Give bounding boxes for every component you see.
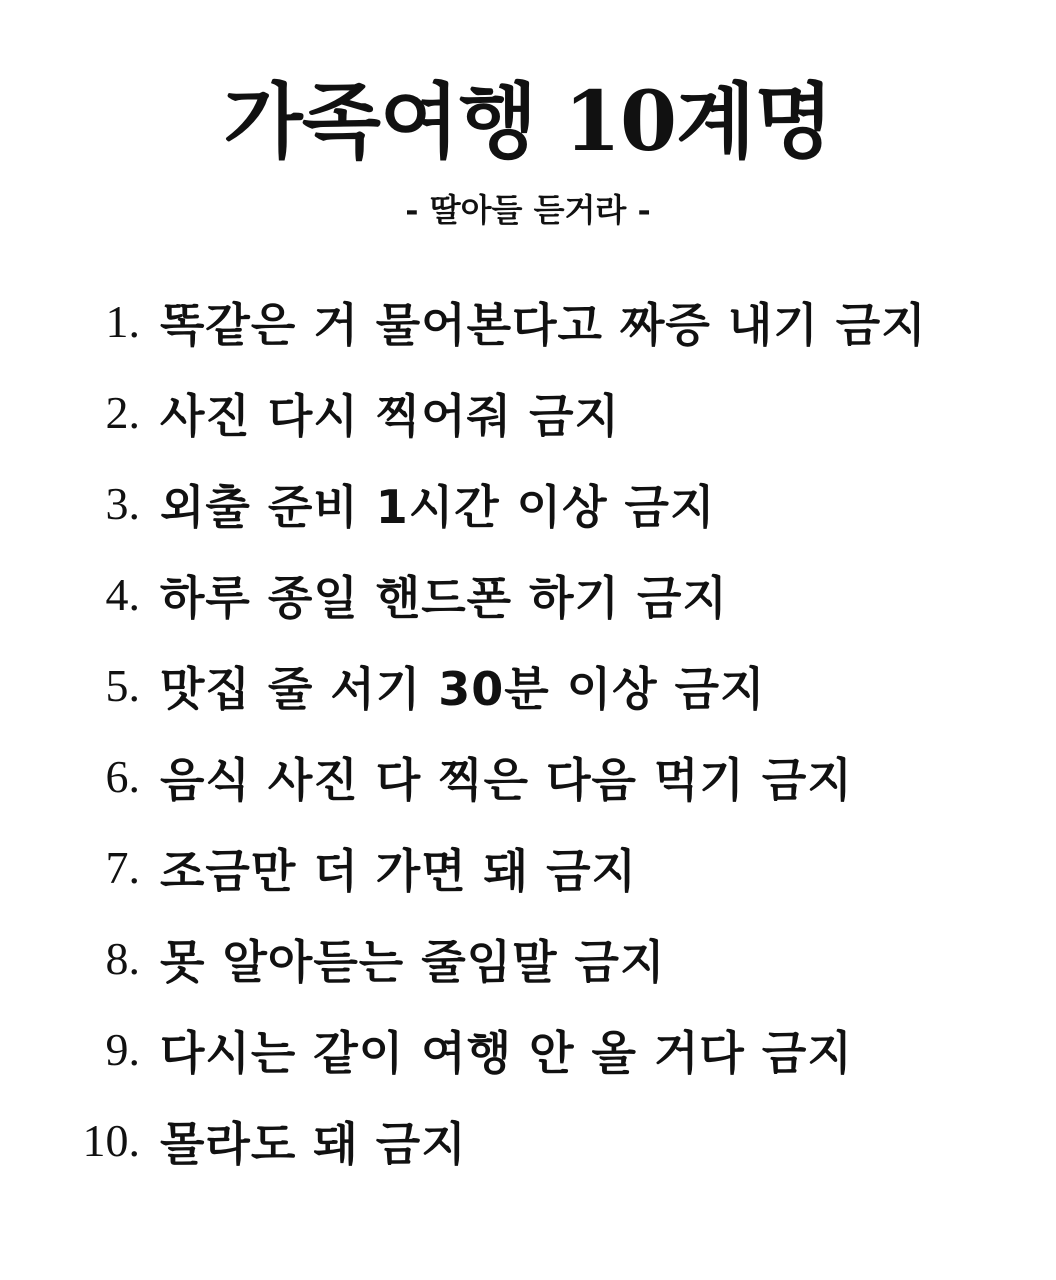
rule-number: 4. [105,569,140,620]
rules-list [0,276,1056,1186]
rule-text: 다시는 같이 여행 안 올 거다 금지 [160,1025,853,1080]
rule-item-6 [0,731,1056,822]
rule-text: 몰라도 돼 금지 [160,1116,467,1171]
subtitle: - 딸아들 듣거라 - [405,191,651,229]
rule-number: 9. [105,1024,140,1075]
rule-item-8 [0,913,1056,1004]
rule-text: 하루 종일 핸드폰 하기 금지 [160,570,728,625]
rule-number: 3. [105,478,140,529]
rule-text: 사진 다시 찍어줘 금지 [160,388,620,443]
rule-number: 8. [105,933,140,984]
rule-text: 맛집 줄 서기 30분 이상 금지 [160,661,766,716]
rule-item-5 [0,640,1056,731]
rule-text: 음식 사진 다 찍은 다음 먹기 금지 [160,752,853,807]
rule-item-9 [0,1004,1056,1095]
rule-number: 5. [105,660,140,711]
rule-text: 외출 준비 1시간 이상 금지 [160,479,716,534]
rule-number: 7. [105,842,140,893]
rule-number: 2. [105,387,140,438]
rule-item-2 [0,367,1056,458]
rule-number: 6. [105,751,140,802]
rule-item-1 [0,276,1056,367]
rule-item-10 [0,1095,1056,1186]
rule-text: 조금만 더 가면 돼 금지 [160,843,637,898]
rule-item-3 [0,458,1056,549]
rule-text: 못 알아듣는 줄임말 금지 [160,934,666,989]
rule-number: 10. [82,1115,140,1166]
rule-number: 1. [105,296,140,347]
page-title: 가족여행 10계명 [223,74,833,170]
rule-text: 똑같은 거 물어본다고 짜증 내기 금지 [160,297,927,352]
rule-item-4 [0,549,1056,640]
rule-item-7 [0,822,1056,913]
